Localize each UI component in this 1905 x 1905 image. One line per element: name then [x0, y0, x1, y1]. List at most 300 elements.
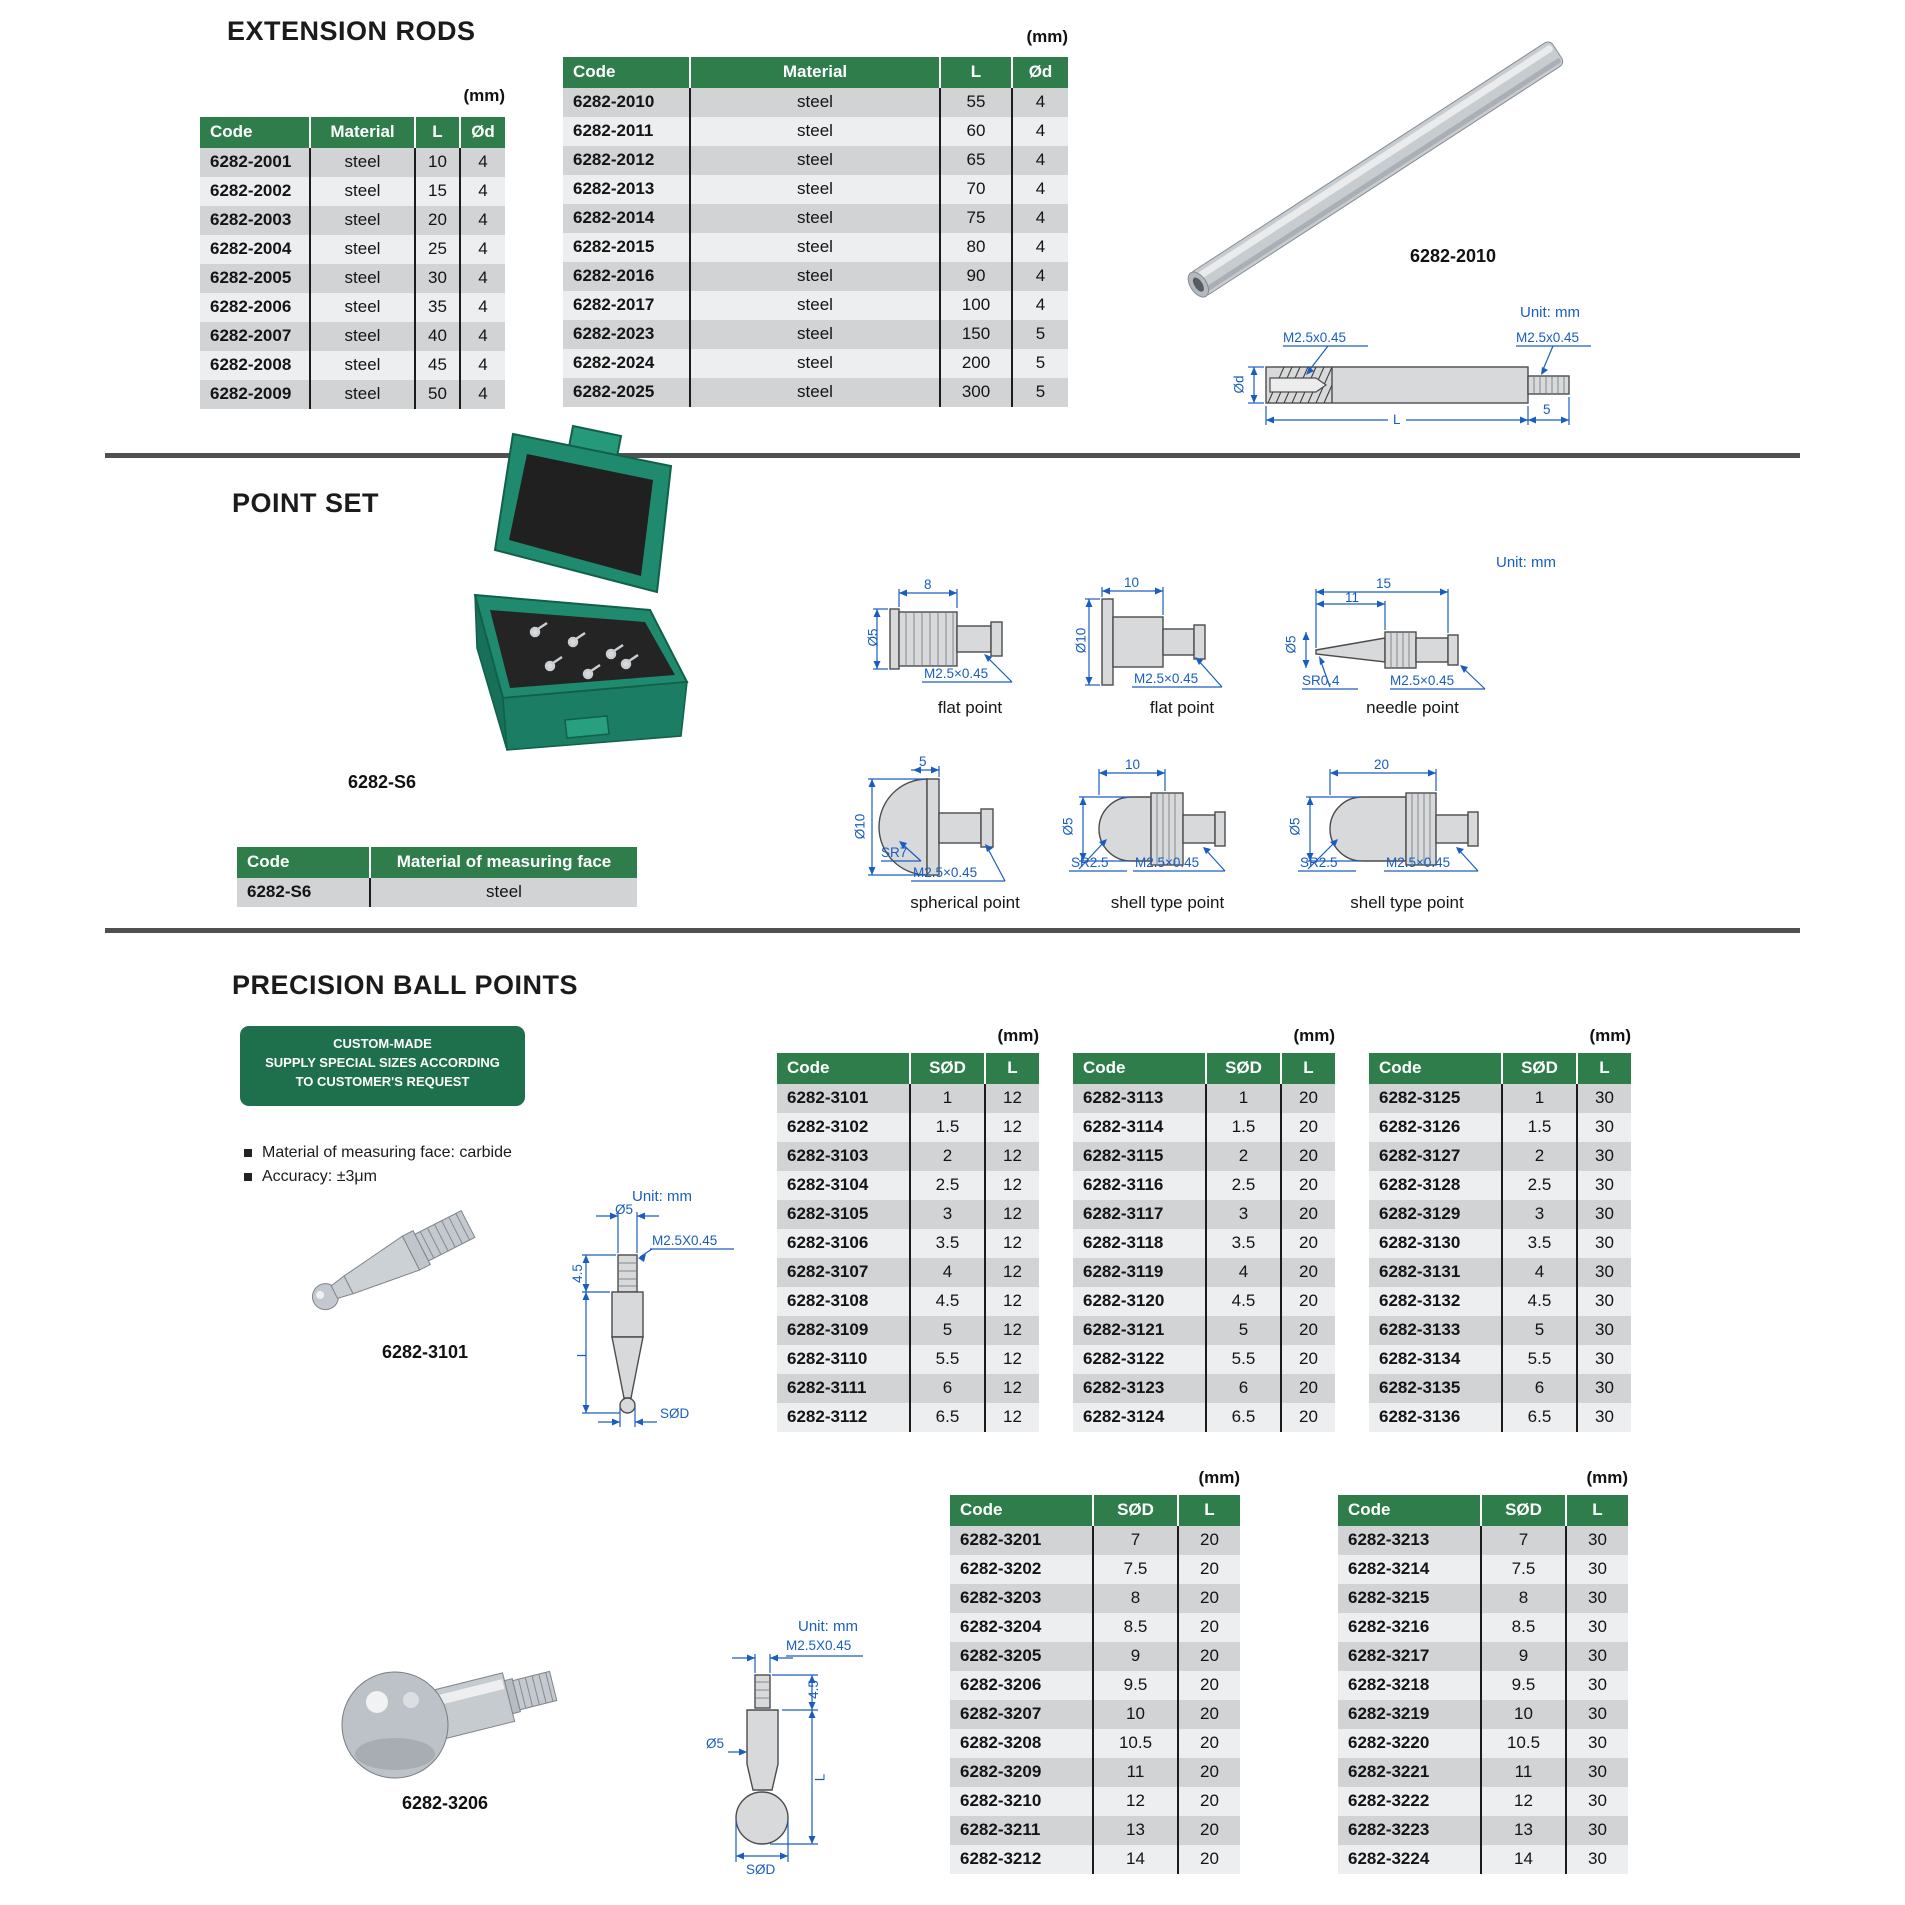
table-row: [950, 1555, 1240, 1584]
table-cell: 3: [910, 1200, 985, 1229]
ball-points-table-3: [1369, 1053, 1631, 1432]
table-cell: 6282-2023: [573, 324, 655, 343]
extension-rods-table-right: [563, 57, 1068, 407]
unit-note: Unit: mm: [1496, 554, 1556, 571]
table-cell: 6282-3212: [960, 1849, 1042, 1868]
table-cell: 30: [1577, 1084, 1631, 1113]
table-cell: 30: [1566, 1526, 1628, 1555]
table-cell: 6282-3220: [1348, 1733, 1430, 1752]
table-cell: 6282-3214: [1348, 1559, 1430, 1578]
table-cell: steel: [690, 233, 940, 262]
table-cell: 100: [940, 291, 1012, 320]
point-caption: flat point: [1149, 698, 1215, 717]
dim-label: 8: [924, 577, 932, 592]
table-cell: 30: [1566, 1845, 1628, 1874]
table-row: [950, 1671, 1240, 1700]
table-row: [777, 1316, 1039, 1345]
table-row: [950, 1642, 1240, 1671]
table-cell: 20: [1178, 1816, 1240, 1845]
table-cell: 30: [1577, 1403, 1631, 1432]
data-table: [950, 1495, 1240, 1874]
table-cell: 1: [1502, 1084, 1577, 1113]
thread-dim-label: M2.5×0.45: [1390, 673, 1455, 688]
table-row: [563, 320, 1068, 349]
table-cell: 20: [1178, 1526, 1240, 1555]
table-cell: 20: [1178, 1584, 1240, 1613]
table-cell: 6282-3109: [787, 1320, 869, 1339]
unit-note: Unit: mm: [632, 1188, 692, 1205]
radius-dim-label: SR0.4: [1302, 673, 1340, 688]
column-header: Material: [690, 57, 940, 88]
shell-point-long-drawing: [1282, 757, 1532, 927]
table-cell: 12: [985, 1258, 1039, 1287]
table-cell: 6: [1502, 1374, 1577, 1403]
column-header: Code: [950, 1495, 1093, 1526]
table-cell: 4: [910, 1258, 985, 1287]
column-header: Material of measuring face: [370, 847, 637, 878]
table-cell: 20: [1281, 1113, 1335, 1142]
table-cell: 6282-3125: [1379, 1088, 1461, 1107]
table-cell: 6282-2009: [210, 384, 292, 403]
bullet-square-icon: [244, 1173, 252, 1181]
data-table: [777, 1053, 1039, 1432]
table-row: [1369, 1142, 1631, 1171]
table-cell: 40: [415, 322, 460, 351]
table-cell: 12: [985, 1345, 1039, 1374]
table-cell: 65: [940, 146, 1012, 175]
table-cell: 6282-2013: [573, 179, 655, 198]
table-cell: 6282-3135: [1379, 1378, 1461, 1397]
shank-dim-label: 4.5: [805, 1680, 821, 1699]
table-cell: 4: [460, 351, 505, 380]
table-cell: 30: [1577, 1345, 1631, 1374]
table-row: [563, 291, 1068, 320]
table-cell: 6282-3115: [1083, 1146, 1164, 1165]
feature-bullet: [244, 1168, 377, 1186]
mm-note: (mm): [1293, 1026, 1335, 1045]
section-title-extension-rods: EXTENSION RODS: [227, 16, 476, 46]
section-divider: [105, 928, 1800, 933]
table-cell: 12: [985, 1316, 1039, 1345]
column-header: Ød: [1012, 57, 1068, 88]
ball-photo: [325, 1640, 565, 1795]
table-cell: 6282-2016: [573, 266, 655, 285]
bullet-text: Accuracy: ±3μm: [262, 1168, 377, 1185]
data-table: [1073, 1053, 1335, 1432]
photo-code-label: 6282-2010: [1409, 246, 1497, 266]
table-cell: 90: [940, 262, 1012, 291]
table-cell: 20: [1281, 1200, 1335, 1229]
table-cell: 6282-3202: [960, 1559, 1042, 1578]
table-cell: 4: [1012, 291, 1068, 320]
table-cell: 6282-3101: [787, 1088, 869, 1107]
table-cell: 5: [1012, 349, 1068, 378]
column-header: Material: [310, 117, 415, 148]
table-cell: 12: [985, 1229, 1039, 1258]
table-row: [1369, 1084, 1631, 1113]
diameter-dim-label: Ø5: [615, 1202, 634, 1217]
table-row: [563, 175, 1068, 204]
table-cell: steel: [310, 264, 415, 293]
table-cell: 10: [1481, 1700, 1566, 1729]
table-row: [200, 322, 505, 351]
table-cell: steel: [690, 291, 940, 320]
table-cell: 6282-3133: [1379, 1320, 1461, 1339]
table-cell: 6282-3219: [1348, 1704, 1430, 1723]
table-cell: 4: [460, 206, 505, 235]
section-title-precision-ball-points: PRECISION BALL POINTS: [232, 970, 579, 1000]
point-caption: needle point: [1366, 698, 1459, 717]
table-cell: 5.5: [910, 1345, 985, 1374]
diameter-dim-label: Ød: [1231, 375, 1247, 394]
table-cell: 1: [1206, 1084, 1281, 1113]
table-cell: 6282-2024: [573, 353, 655, 372]
dim-label: 10: [1125, 757, 1141, 772]
table-row: [1338, 1584, 1628, 1613]
table-cell: 12: [985, 1084, 1039, 1113]
column-header: Code: [563, 57, 690, 88]
table-cell: 6282-3221: [1348, 1762, 1430, 1781]
table-cell: 6282-3215: [1348, 1588, 1430, 1607]
section-title-point-set: POINT SET: [232, 488, 380, 518]
table-row: [950, 1758, 1240, 1787]
table-cell: 6282-2008: [210, 355, 292, 374]
table-cell: 6282-3201: [960, 1530, 1042, 1549]
ball-point-image: [295, 1205, 510, 1335]
table-row: [200, 235, 505, 264]
table-cell: 7.5: [1481, 1555, 1566, 1584]
table-row: [950, 1787, 1240, 1816]
header-row: [1369, 1053, 1631, 1084]
dim-label: Ø5: [1060, 817, 1076, 836]
extension-rod-photo: [1150, 40, 1610, 320]
table-cell: 6282-3120: [1083, 1291, 1165, 1310]
table-cell: 8.5: [1093, 1613, 1178, 1642]
table-cell: 20: [1281, 1084, 1335, 1113]
table-cell: 4.5: [910, 1287, 985, 1316]
table-cell: 6282-3118: [1083, 1233, 1164, 1252]
column-header: L: [1566, 1495, 1628, 1526]
table-cell: 6282-3113: [1083, 1088, 1164, 1107]
table-cell: 6282-2025: [573, 382, 655, 401]
length-dim-label: L: [812, 1773, 828, 1782]
table-cell: steel: [690, 88, 940, 117]
table-cell: 6282-3132: [1379, 1291, 1461, 1310]
column-header: SØD: [1481, 1495, 1566, 1526]
table-row: [563, 378, 1068, 407]
table-cell: 6282-3129: [1379, 1204, 1461, 1223]
table-cell: 6282-3134: [1379, 1349, 1461, 1368]
table-cell: 30: [1577, 1142, 1631, 1171]
table-cell: 6282-3111: [787, 1378, 867, 1397]
banner-line: TO CUSTOMER'S REQUEST: [295, 1074, 470, 1089]
table-cell: 6282-2017: [573, 295, 655, 314]
table-cell: 20: [1178, 1671, 1240, 1700]
table-cell: 6.5: [1206, 1403, 1281, 1432]
table-cell: steel: [690, 146, 940, 175]
table-cell: 6282-3213: [1348, 1530, 1430, 1549]
dim-label: Ø10: [852, 813, 868, 840]
table-row: [1369, 1345, 1631, 1374]
table-cell: steel: [310, 293, 415, 322]
thread-dim-label: M2.5X0.45: [786, 1638, 852, 1653]
table-cell: 4: [460, 177, 505, 206]
dim-label: 11: [1345, 590, 1360, 605]
table-cell: 20: [1178, 1758, 1240, 1787]
mm-note: (mm): [463, 86, 505, 105]
table-cell: 20: [1178, 1555, 1240, 1584]
shank-dim-label: 4.5: [569, 1264, 585, 1283]
table-cell: 30: [1577, 1316, 1631, 1345]
table-row: [777, 1084, 1039, 1113]
table-row: [1073, 1316, 1335, 1345]
point-caption: spherical point: [910, 893, 1020, 912]
dim-label: Ø5: [865, 628, 881, 647]
flat-point-large-drawing: [1072, 577, 1292, 725]
table-cell: steel: [690, 262, 940, 291]
spherical-point-drawing: [852, 754, 1075, 927]
dim-label: 20: [1374, 757, 1390, 772]
case-code-label: 6282-S6: [347, 772, 417, 792]
table-cell: 6282-3124: [1083, 1407, 1165, 1426]
table-cell: 6282-3119: [1083, 1262, 1164, 1281]
table-cell: 4: [1012, 146, 1068, 175]
table-cell: 5.5: [1206, 1345, 1281, 1374]
table-cell: 6282-2003: [210, 210, 292, 229]
custom-made-banner: [240, 1026, 525, 1106]
ball-point-drawing-small: [560, 1186, 750, 1446]
data-table: [563, 57, 1068, 407]
table-cell: 2: [1502, 1142, 1577, 1171]
banner-line: SUPPLY SPECIAL SIZES ACCORDING: [265, 1055, 500, 1070]
dim-label: 5: [919, 754, 927, 769]
table-row: [1369, 1374, 1631, 1403]
table-row: [1073, 1229, 1335, 1258]
table-cell: 1: [910, 1084, 985, 1113]
table-cell: 12: [1481, 1787, 1566, 1816]
table-row: [1338, 1555, 1628, 1584]
table-row: [563, 88, 1068, 117]
table-row: [950, 1700, 1240, 1729]
mm-note: (mm): [1586, 1468, 1628, 1487]
needle-point-drawing: [1283, 576, 1535, 725]
ball-points-table-4: [950, 1495, 1240, 1874]
table-row: [563, 262, 1068, 291]
table-cell: 3: [1502, 1200, 1577, 1229]
table-row: [950, 1729, 1240, 1758]
table-cell: 6282-3205: [960, 1646, 1042, 1665]
data-table: [237, 847, 637, 907]
table-cell: 300: [940, 378, 1012, 407]
table-cell: 6282-2001: [210, 152, 292, 171]
table-cell: 20: [1281, 1403, 1335, 1432]
table-cell: 6282-3224: [1348, 1849, 1430, 1868]
radius-dim-label: SR2.5: [1071, 855, 1109, 870]
data-table: [1338, 1495, 1628, 1874]
table-cell: 75: [940, 204, 1012, 233]
table-cell: 30: [1566, 1671, 1628, 1700]
feature-bullet: [244, 1144, 512, 1162]
radius-dim-label: SR7: [881, 845, 908, 860]
ball-points-table-5: [1338, 1495, 1628, 1874]
data-table: [1369, 1053, 1631, 1432]
table-row: [777, 1258, 1039, 1287]
ball-image: [325, 1640, 565, 1795]
table-cell: steel: [310, 206, 415, 235]
table-cell: 30: [1566, 1555, 1628, 1584]
column-header: Code: [237, 847, 370, 878]
table-cell: 20: [1281, 1258, 1335, 1287]
diameter-dim-label: Ø5: [706, 1736, 725, 1751]
table-cell: steel: [690, 175, 940, 204]
mm-note: (mm): [1198, 1468, 1240, 1487]
table-cell: steel: [690, 320, 940, 349]
column-header: L: [415, 117, 460, 148]
table-row: [200, 264, 505, 293]
table-row: [1369, 1258, 1631, 1287]
table-cell: 4.5: [1502, 1287, 1577, 1316]
table-cell: 30: [1566, 1584, 1628, 1613]
column-header: SØD: [1502, 1053, 1577, 1084]
table-row: [563, 146, 1068, 175]
table-cell: 4: [1012, 88, 1068, 117]
table-row: [1338, 1642, 1628, 1671]
table-cell: 6282-3107: [787, 1262, 869, 1281]
table-row: [1338, 1816, 1628, 1845]
table-cell: 20: [1281, 1345, 1335, 1374]
table-cell: 6282-3104: [787, 1175, 869, 1194]
ball-dim-label: SØD: [746, 1862, 776, 1877]
shell-point-short-drawing: [1055, 757, 1280, 927]
column-header: Code: [777, 1053, 910, 1084]
table-cell: 6282-3218: [1348, 1675, 1430, 1694]
table-cell: 6282-3105: [787, 1204, 869, 1223]
table-cell: 6282-3117: [1083, 1204, 1164, 1223]
table-cell: 6: [910, 1374, 985, 1403]
column-header: Ød: [460, 117, 505, 148]
table-row: [1338, 1787, 1628, 1816]
table-cell: 6282-2015: [573, 237, 655, 256]
table-cell: 5: [910, 1316, 985, 1345]
table-cell: 5: [1502, 1316, 1577, 1345]
table-cell: 11: [1093, 1758, 1178, 1787]
table-row: [200, 177, 505, 206]
table-cell: 6282-3209: [960, 1762, 1042, 1781]
table-row: [1073, 1258, 1335, 1287]
table-cell: 30: [1566, 1613, 1628, 1642]
table-cell: 30: [1566, 1700, 1628, 1729]
column-header: Code: [1369, 1053, 1502, 1084]
unit-note: Unit: mm: [798, 1618, 858, 1635]
table-cell: 6282-S6: [247, 882, 312, 901]
table-cell: 6282-3203: [960, 1588, 1042, 1607]
table-cell: 13: [1093, 1816, 1178, 1845]
header-row: [563, 57, 1068, 88]
table-cell: steel: [310, 177, 415, 206]
point-set-case-photo: [415, 420, 715, 775]
table-cell: 200: [940, 349, 1012, 378]
table-cell: 30: [1577, 1287, 1631, 1316]
table-cell: 4: [460, 148, 505, 177]
table-cell: 2.5: [1206, 1171, 1281, 1200]
table-row: [777, 1287, 1039, 1316]
table-cell: steel: [310, 148, 415, 177]
ball-point-drawing-large: [690, 1612, 890, 1902]
table-row: [950, 1845, 1240, 1874]
table-cell: 25: [415, 235, 460, 264]
table-cell: steel: [690, 117, 940, 146]
table-cell: 6282-3122: [1083, 1349, 1165, 1368]
dim-label: Ø5: [1287, 817, 1303, 836]
table-row: [1338, 1671, 1628, 1700]
table-cell: 6282-3217: [1348, 1646, 1430, 1665]
table-cell: 2: [910, 1142, 985, 1171]
table-cell: 10: [1093, 1700, 1178, 1729]
table-row: [1369, 1316, 1631, 1345]
table-cell: 20: [1281, 1229, 1335, 1258]
table-row: [1369, 1171, 1631, 1200]
bullet-square-icon: [244, 1149, 252, 1157]
table-cell: steel: [690, 349, 940, 378]
bullet-text: Material of measuring face: carbide: [262, 1144, 512, 1161]
table-cell: 70: [940, 175, 1012, 204]
table-cell: steel: [690, 378, 940, 407]
table-row: [563, 349, 1068, 378]
table-cell: 6282-3116: [1083, 1175, 1164, 1194]
column-header: L: [1577, 1053, 1631, 1084]
table-row: [1073, 1171, 1335, 1200]
point-caption: shell type point: [1350, 893, 1464, 912]
table-cell: 9: [1481, 1642, 1566, 1671]
table-cell: 4: [460, 293, 505, 322]
table-cell: 20: [1178, 1642, 1240, 1671]
table-row: [777, 1345, 1039, 1374]
radius-dim-label: SR2.5: [1300, 855, 1338, 870]
table-row: [1073, 1403, 1335, 1432]
extension-rods-table-left: [200, 117, 505, 409]
table-row: [1369, 1200, 1631, 1229]
table-cell: 20: [1281, 1287, 1335, 1316]
extension-rod-image: [1150, 40, 1610, 320]
table-cell: 12: [985, 1200, 1039, 1229]
table-cell: 2.5: [1502, 1171, 1577, 1200]
thread-dim-label: M2.5×0.45: [1386, 855, 1451, 870]
table-cell: 5: [1012, 320, 1068, 349]
table-cell: 6282-3126: [1379, 1117, 1461, 1136]
table-row: [1369, 1287, 1631, 1316]
table-cell: 1.5: [1502, 1113, 1577, 1142]
mm-note: (mm): [1026, 27, 1068, 46]
table-row: [200, 206, 505, 235]
mm-note: (mm): [1589, 1026, 1631, 1045]
table-cell: 4: [1502, 1258, 1577, 1287]
table-cell: 6282-2002: [210, 181, 292, 200]
table-cell: 12: [985, 1374, 1039, 1403]
data-table: [200, 117, 505, 409]
column-header: L: [1281, 1053, 1335, 1084]
table-cell: 5: [1012, 378, 1068, 407]
table-cell: 6282-2011: [573, 121, 654, 140]
table-row: [563, 204, 1068, 233]
table-row: [237, 878, 637, 907]
table-cell: 4.5: [1206, 1287, 1281, 1316]
table-cell: 8: [1093, 1584, 1178, 1613]
dim-label: 10: [1124, 575, 1140, 590]
table-cell: 20: [1178, 1700, 1240, 1729]
table-cell: 6282-2005: [210, 268, 292, 287]
table-row: [950, 1526, 1240, 1555]
table-cell: 6282-3216: [1348, 1617, 1430, 1636]
